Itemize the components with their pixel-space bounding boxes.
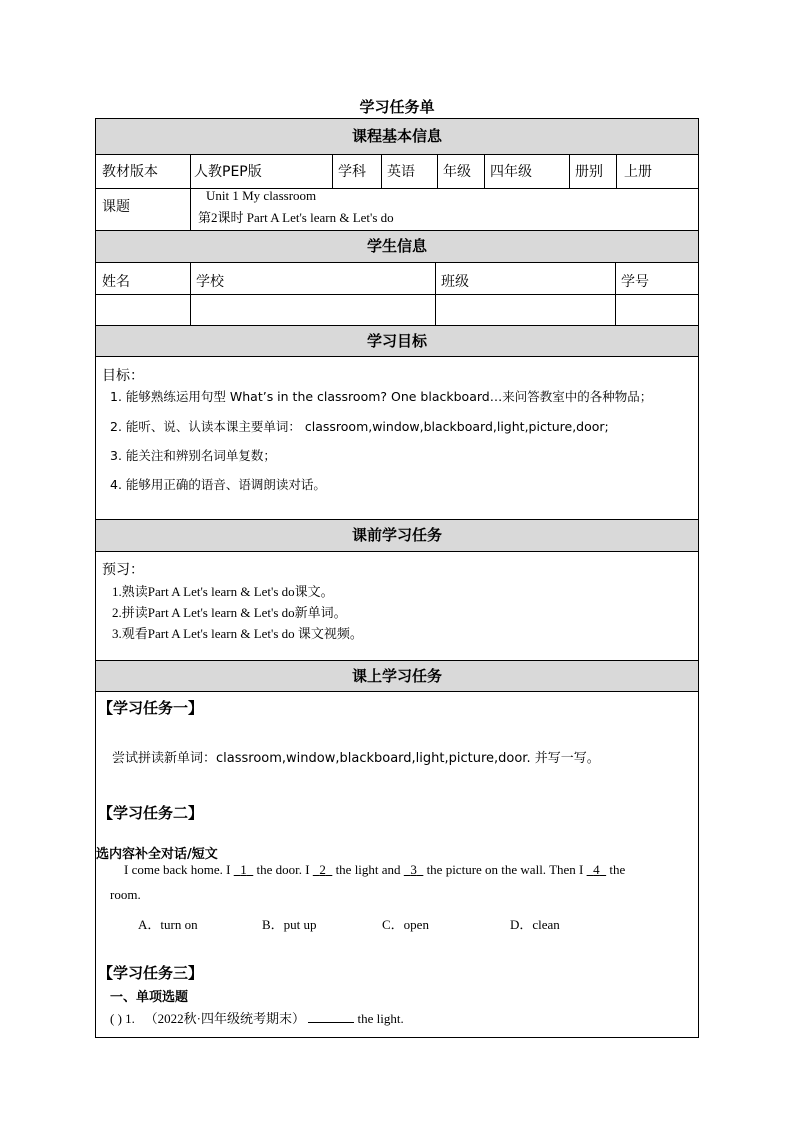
name-label: 姓名	[102, 274, 130, 290]
task-1-text: 尝试拼读新单词：classroom,window,blackboard,light,picture,door. 并写一写。	[112, 751, 600, 766]
blank-1[interactable]: 1	[240, 862, 247, 877]
volume-value: 上册	[624, 164, 652, 180]
task-3-title: 【学习任务三】	[98, 964, 204, 982]
pre-class-item: 3.观看Part A Let's learn & Let's do 课文视频。	[112, 626, 363, 641]
school-label: 学校	[196, 274, 224, 290]
class-label: 班级	[441, 274, 469, 290]
pre-class-item: 2.拼读Part A Let's learn & Let's do新单词。	[112, 605, 347, 620]
school-input-cell[interactable]	[191, 295, 435, 325]
option-a: A．turn on	[138, 917, 198, 932]
student-info-header: 学生信息	[96, 230, 698, 263]
answer-paren[interactable]: ( ) 1.	[110, 1011, 135, 1026]
goal-item: 1. 能够熟练运用句型 What’s in the classroom? One blackboard…来问答教室中的各种物品；	[110, 389, 653, 404]
basic-info-header: 课程基本信息	[96, 119, 698, 155]
class-input-cell[interactable]	[436, 295, 615, 325]
in-class-header: 课上学习任务	[96, 660, 698, 692]
student-id-input-cell[interactable]	[616, 295, 698, 325]
option-d: D．clean	[510, 917, 560, 932]
passage-line-1: I come back home. I 1 the door. I 2 the light and 3 the picture on the wall. Then I 4 the	[124, 862, 626, 877]
question-blank[interactable]	[308, 1010, 354, 1023]
topic-label: 课题	[102, 199, 130, 215]
topic-line-1: Unit 1 My classroom	[206, 188, 317, 203]
grade-label: 年级	[443, 164, 471, 180]
pre-class-header: 课前学习任务	[96, 519, 698, 552]
option-c: C．open	[382, 917, 429, 932]
pre-class-intro: 预习：	[102, 562, 144, 578]
goal-item: 2. 能听、说、认读本课主要单词： classroom,window,blackboard,light,picture,door;	[110, 419, 609, 434]
goals-intro: 目标：	[102, 368, 144, 384]
blank-2[interactable]: 2	[319, 862, 326, 877]
section-title: 一、单项选题	[110, 990, 189, 1005]
document-title: 学习任务单	[359, 98, 435, 116]
subject-label: 学科	[338, 164, 366, 180]
pre-class-item: 1.熟读Part A Let's learn & Let's do课文。	[112, 584, 334, 599]
student-id-label: 学号	[621, 274, 649, 290]
question-1: ( ) 1. （2022秋·四年级统考期末） the light.	[110, 1011, 404, 1026]
goal-item: 4. 能够用正确的语音、语调朗读对话。	[110, 477, 326, 492]
goal-item: 3. 能关注和辨别名词单复数；	[110, 448, 276, 463]
volume-label: 册别	[575, 164, 603, 180]
blank-3[interactable]: 3	[410, 862, 417, 877]
blank-4[interactable]: 4	[593, 862, 600, 877]
goals-header: 学习目标	[96, 325, 698, 357]
passage-line-2: room.	[110, 887, 141, 902]
textbook-label: 教材版本	[102, 164, 158, 180]
topic-line-2: 第2课时 Part A Let's learn & Let's do	[198, 210, 394, 225]
task-2-title: 【学习任务二】	[98, 804, 204, 822]
grade-value: 四年级	[490, 164, 532, 180]
task-2-instruction: 选内容补全对话/短文	[96, 847, 218, 862]
task-1-title: 【学习任务一】	[98, 699, 204, 717]
option-b: B．put up	[262, 917, 317, 932]
name-input-cell[interactable]	[96, 295, 190, 325]
textbook-value: 人教PEP版	[194, 164, 262, 180]
task-sheet-table	[95, 118, 699, 1038]
subject-value: 英语	[387, 164, 415, 180]
